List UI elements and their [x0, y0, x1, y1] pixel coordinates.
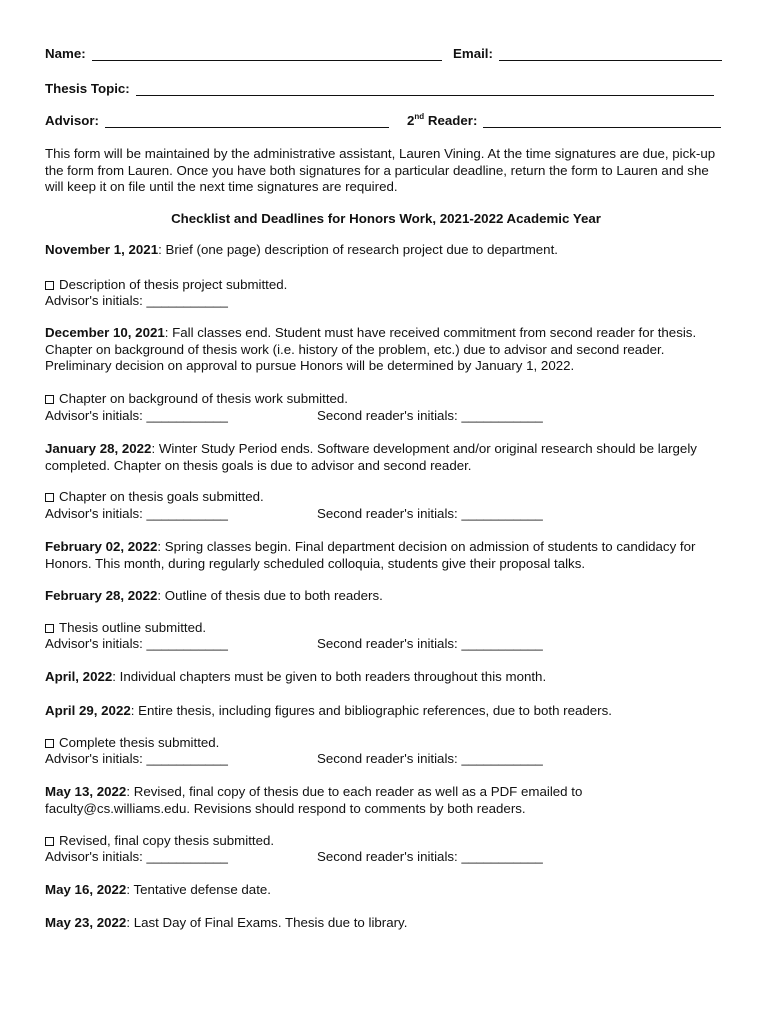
- advisor-initials[interactable]: Advisor's initials: ___________: [45, 636, 228, 651]
- thesis-topic-row: [45, 81, 727, 99]
- name-email-row: [45, 46, 727, 64]
- advisor-reader-row: [45, 113, 727, 131]
- check-item: Thesis outline submitted.: [45, 620, 206, 636]
- checkbox[interactable]: [45, 739, 54, 748]
- deadline-item: May 23, 2022: Last Day of Final Exams. Thesis due to library.: [45, 915, 408, 930]
- checkbox[interactable]: [45, 493, 54, 502]
- name-field[interactable]: [92, 48, 442, 61]
- thesis-topic-label: Thesis Topic:: [45, 81, 130, 96]
- advisor-initials[interactable]: Advisor's initials: ___________: [45, 506, 228, 521]
- deadline-item: February 02, 2022: Spring classes begin. Final department decision on admission of students to candidacy for Honors. This month, during regularly scheduled colloquia, students give their proposal talks.: [45, 539, 696, 571]
- intro-paragraph: This form will be maintained by the administrative assistant, Lauren Vining. At the time signatures are due, pick-up the form from Lauren. Once you have both signatures for a particular deadline, return the form to Lauren and she will keep it on file until the next time signatures are required.: [45, 146, 716, 194]
- check-item: Chapter on thesis goals submitted.: [45, 489, 264, 505]
- deadline-item: December 10, 2021: Fall classes end. Student must have received commitment from second reader for thesis. Chapter on background of thesis work (i.e. history of the problem, etc.) due to advisor and second reader. Preliminary decision on approval to pursue Honors will be determined by January 1, 2022.: [45, 325, 697, 373]
- name-label: Name:: [45, 46, 86, 61]
- second-reader-initials[interactable]: Second reader's initials: ___________: [317, 636, 543, 651]
- deadline-item: November 1, 2021: Brief (one page) description of research project due to department.: [45, 242, 558, 257]
- email-field[interactable]: [499, 48, 722, 61]
- check-item: Chapter on background of thesis work submitted.: [45, 391, 348, 407]
- second-reader-initials[interactable]: Second reader's initials: ___________: [317, 751, 543, 766]
- deadline-item: May 13, 2022: Revised, final copy of thesis due to each reader as well as a PDF emailed to faculty@cs.williams.edu. Revisions should respond to comments by both readers.: [45, 784, 583, 816]
- email-label: Email:: [453, 46, 493, 61]
- checkbox[interactable]: [45, 837, 54, 846]
- advisor-field[interactable]: [105, 115, 389, 128]
- second-reader-initials[interactable]: Second reader's initials: ___________: [317, 506, 543, 521]
- deadline-item: January 28, 2022: Winter Study Period ends. Software development and/or original research should be largely completed. Chapter on thesis goals is due to advisor and second reader.: [45, 441, 697, 473]
- deadline-item: February 28, 2022: Outline of thesis due to both readers.: [45, 588, 383, 603]
- deadline-item: April, 2022: Individual chapters must be given to both readers throughout this month.: [45, 669, 547, 684]
- advisor-initials[interactable]: Advisor's initials: ___________: [45, 408, 228, 423]
- check-item: Complete thesis submitted.: [45, 735, 219, 751]
- check-item: Revised, final copy thesis submitted.: [45, 833, 274, 849]
- checkbox[interactable]: [45, 395, 54, 404]
- checkbox[interactable]: [45, 624, 54, 633]
- second-reader-field[interactable]: [483, 115, 721, 128]
- advisor-initials[interactable]: Advisor's initials: ___________: [45, 849, 228, 864]
- second-reader-initials[interactable]: Second reader's initials: ___________: [317, 408, 543, 423]
- checkbox[interactable]: [45, 281, 54, 290]
- advisor-label: Advisor:: [45, 113, 99, 128]
- checklist-title: Checklist and Deadlines for Honors Work, 2021-2022 Academic Year: [171, 211, 601, 226]
- second-reader-label: 2nd Reader:: [407, 111, 478, 128]
- advisor-initials[interactable]: Advisor's initials: ___________: [45, 293, 228, 308]
- advisor-initials[interactable]: Advisor's initials: ___________: [45, 751, 228, 766]
- check-item: Description of thesis project submitted.: [45, 277, 287, 293]
- deadline-item: May 16, 2022: Tentative defense date.: [45, 882, 271, 897]
- deadline-item: April 29, 2022: Entire thesis, including figures and bibliographic references, due to both readers.: [45, 703, 612, 718]
- thesis-topic-field[interactable]: [136, 83, 714, 96]
- second-reader-initials[interactable]: Second reader's initials: ___________: [317, 849, 543, 864]
